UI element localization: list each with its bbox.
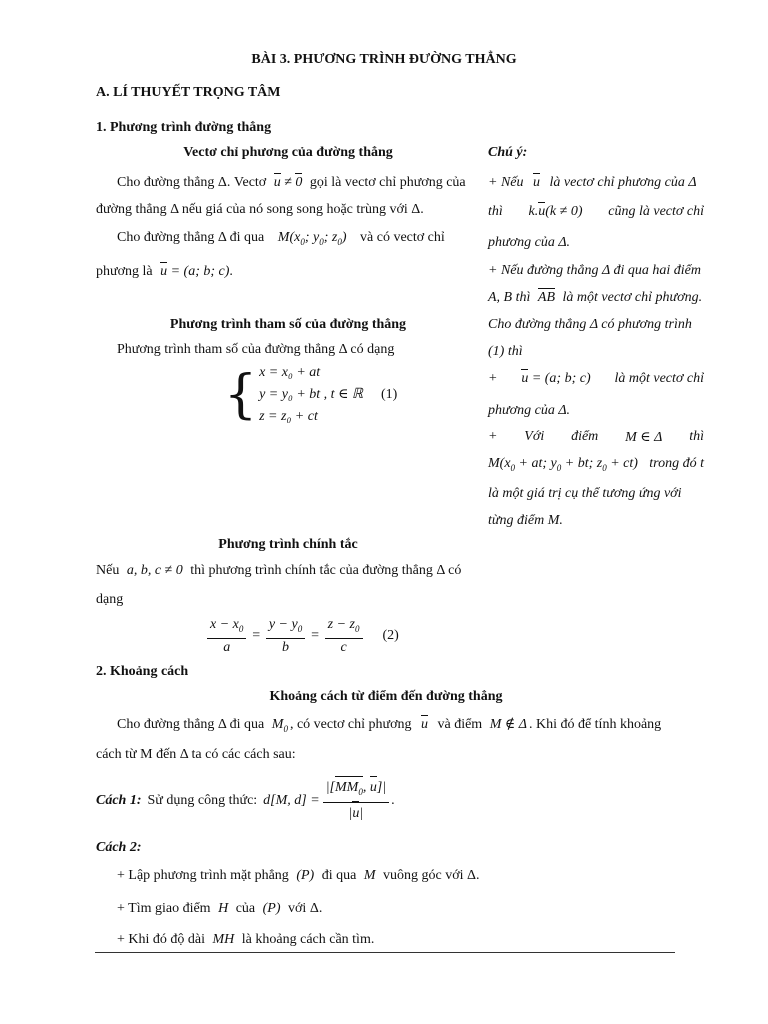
equation-number-1: (1) (381, 387, 398, 402)
note-line-4: + Nếu đường thẳng Δ đi qua hai điểm (488, 263, 701, 278)
note-line-8: + u = (a; b; c) là một vectơ chỉ (488, 371, 704, 386)
note-line-5: A, B thì AB là một vectơ chỉ phương. (488, 290, 703, 305)
direction-vector-heading: Vectơ chỉ phương của đường thẳng (183, 145, 393, 160)
parametric-system (224, 362, 397, 428)
distance-para-line1: Cho đường thẳng Δ đi qua $M_0$ , có vectơ chỉ phương u và điểm M ∉ Δ . Khi đó để tính khoảng (117, 717, 662, 734)
parametric-eq-z: z = z₀ + ct (259, 409, 318, 424)
method-2-step-2: + Tìm giao điểm H của (P) với Δ. (117, 901, 323, 916)
method-1: Cách 1: Sử dụng công thức: d[M, d] = $\frac{|[MM_0, u]|}{|u|}$ . (96, 778, 395, 825)
equation-number-2: (2) (382, 628, 399, 644)
note-line-10: + Với điểm M ∈ Δ thì (488, 429, 704, 445)
distance-para-line2: cách từ M đến Δ ta có các cách sau: (96, 747, 296, 762)
page-title: BÀI 3. PHƯƠNG TRÌNH ĐƯỜNG THẲNG (251, 52, 517, 67)
parametric-eq-y: y = y₀ + bt , t ∈ ℝ (1) (259, 387, 398, 402)
parametric-eq-x: x = x₀ + at (259, 365, 321, 380)
canonical-para-line2: dạng (96, 592, 124, 607)
method-1-label: Cách 1: (96, 793, 142, 809)
section-a-heading: A. LÍ THUYẾT TRỌNG TÂM (96, 85, 281, 100)
note-line-6: Cho đường thẳng Δ có phương trình (488, 317, 692, 332)
left-brace: { (224, 365, 258, 425)
distance-heading: Khoảng cách từ điểm đến đường thẳng (269, 689, 503, 704)
direction-vector-para1-line2: đường thẳng Δ nếu giá của nó song song hoặc trùng với Δ. (96, 202, 424, 217)
parametric-heading: Phương trình tham số của đường thẳng (169, 317, 407, 332)
note-line-7: (1) thì (488, 344, 523, 359)
canonical-equation: $\frac{x - x_0}{a}$ = $\frac{y - y_0}{b}$ = $\frac{z - z_0}{c}$ (2) (205, 616, 399, 657)
section-1-heading: 1. Phương trình đường thẳng (96, 120, 272, 135)
note-title: Chú ý: (488, 145, 528, 160)
section-2-heading: 2. Khoảng cách (96, 664, 189, 679)
canonical-heading: Phương trình chính tắc (218, 537, 358, 552)
note-line-12: là một giá trị cụ thể tương ứng với (488, 486, 682, 501)
parametric-intro: Phương trình tham số của đường thẳng Δ có dạng (117, 342, 395, 357)
direction-vector-para2-line2: phương là u = (a; b; c). (96, 264, 233, 279)
note-line-13: từng điểm M. (488, 513, 563, 528)
method-2-step-1: + Lập phương trình mặt phẳng (P) đi qua M vuông góc với Δ. (117, 868, 480, 883)
direction-vector-para2-line1: Cho đường thẳng Δ đi qua $M(x_0$; $y_0$; $z_0$) và có vectơ chỉ (117, 230, 445, 247)
footer-divider (95, 952, 675, 953)
note-line-1: + Nếu u là vectơ chỉ phương của Δ (488, 175, 697, 190)
method-2-label: Cách 2: (96, 840, 142, 855)
direction-vector-para1-line1: Cho đường thẳng Δ. Vectơ u ≠ 0 gọi là vectơ chỉ phương của (117, 175, 466, 190)
note-line-3: phương của Δ. (488, 235, 571, 250)
note-line-2: thì k.u(k ≠ 0) cũng là vectơ chỉ (488, 204, 704, 219)
note-line-11: $M(x_0$ + at; $y_0$ + bt; $z_0 + ct$) trong đó t (488, 456, 704, 473)
note-line-9: phương của Δ. (488, 403, 571, 418)
method-2-step-3: + Khi đó độ dài MH là khoảng cách cần tìm. (117, 932, 375, 947)
canonical-para-line1: Nếu a, b, c ≠ 0 thì phương trình chính tắc của đường thẳng Δ có (96, 563, 462, 578)
